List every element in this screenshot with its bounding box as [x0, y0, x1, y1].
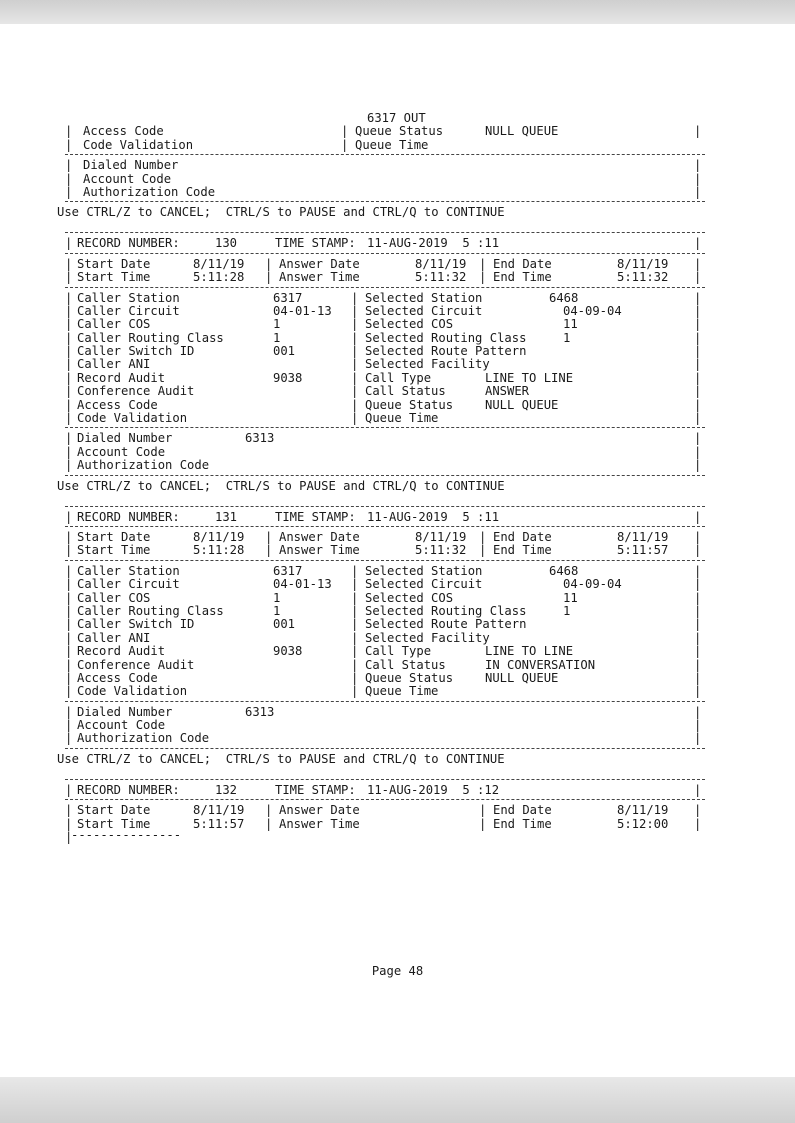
- scan-edge-bottom: [0, 1077, 795, 1123]
- authorization-code-label: Authorization Code: [77, 731, 210, 746]
- dialed-number-label: Dialed Number: [77, 431, 173, 446]
- answer-date: 8/11/19: [415, 529, 467, 544]
- selected-station: 6468: [549, 563, 579, 578]
- record-number-label: RECORD NUMBER:: [77, 782, 180, 797]
- record-number: 131: [215, 509, 238, 524]
- call-type-label: Call Type: [365, 644, 432, 659]
- divider: [65, 799, 705, 801]
- selected-cos: 11: [563, 317, 578, 332]
- queue-status-label: Queue Status: [355, 124, 444, 139]
- call-status: ANSWER: [485, 384, 530, 399]
- selected-circuit: 04-09-04: [563, 577, 622, 592]
- call-type: LINE TO LINE: [485, 644, 574, 659]
- dialed-number-label: Dialed Number: [77, 704, 173, 719]
- divider: [65, 154, 705, 156]
- time-stamp-label: TIME STAMP:: [275, 782, 356, 797]
- code-validation-label: Code Validation: [83, 137, 194, 152]
- answer-time-label: Answer Time: [279, 816, 360, 831]
- selected-circuit: 04-09-04: [563, 303, 622, 318]
- end-time: 5:12:00: [617, 816, 669, 831]
- answer-date: 8/11/19: [415, 256, 467, 271]
- queue-status: NULL QUEUE: [485, 670, 559, 685]
- dialed-number-label: Dialed Number: [83, 158, 179, 173]
- start-date-label: Start Date: [77, 803, 151, 818]
- start-time: 5:11:28: [193, 270, 245, 285]
- time-stamp: 11-AUG-2019 5 :12: [367, 782, 500, 797]
- record-audit-label: Record Audit: [77, 370, 166, 385]
- selected-routing-class-label: Selected Routing Class: [365, 603, 527, 618]
- time-stamp: 11-AUG-2019 5 :11: [367, 509, 500, 524]
- caller-routing-class-label: Caller Routing Class: [77, 330, 224, 345]
- selected-cos-label: Selected COS: [365, 317, 454, 332]
- record-header: | RECORD NUMBER: 132 TIME STAMP: 11-AUG-2019 5 :12 |: [65, 782, 702, 797]
- caller-routing-class: 1: [273, 603, 281, 618]
- queue-time-label: Queue Time: [365, 684, 439, 699]
- caller-cos: 1: [273, 590, 281, 605]
- start-date: 8/11/19: [193, 803, 245, 818]
- end-time-label: End Time: [493, 543, 552, 558]
- record-header: | RECORD NUMBER: 130 TIME STAMP: 11-AUG-2019 5 :11 |: [65, 236, 702, 251]
- end-date-label: End Date: [493, 803, 552, 818]
- end-time: 5:11:32: [617, 270, 669, 285]
- record-block: | RECORD NUMBER: 131 TIME STAMP: 11-AUG-2019 5 :11 | | Start Date 8/11/19 | Answer Date 8/11/19 | End Date 8/11/19 | | Start Time 5:11:28 | Answer Time 5:11:32 | End Time 5:11:57 | | Caller Station 6317 | Selected Station 6468 | | Caller Circuit 04-01-13 | Selected Circuit 04-09-04 | | Caller COS 1 | Selected COS 11 | | Caller Routing Class 1 | Selected Routing Class 1 | | Caller Switch ID 001 | Selected Route Pattern | | Caller ANI | Selected Facility | | Record Audit 9038 | Call Type LINE TO LINE | | Conference Audit | Call Status IN CONVERSATION | | Access Code | Queue Status NULL QUEUE | | Code Validation | Queue Time | | Dialed Number 6313 | | Account Code | | Authorization Code | Use CTRL/Z to CANCEL; CTRL/S to PAUSE and CTRL/Q to CONTINUE: [65, 506, 705, 767]
- record-block: | RECORD NUMBER: 130 TIME STAMP: 11-AUG-2019 5 :11 | | Start Date 8/11/19 | Answer Date 8/11/19 | End Date 8/11/19 | | Start Time 5:11:28 | Answer Time 5:11:32 | End Time 5:11:32 | | Caller Station 6317 | Selected Station 6468 | | Caller Circuit 04-01-13 | Selected Circuit 04-09-04 | | Caller COS 1 | Selected COS 11 | | Caller Routing Class 1 | Selected Routing Class 1 | | Caller Switch ID 001 | Selected Route Pattern | | Caller ANI | Selected Facility | | Record Audit 9038 | Call Type LINE TO LINE | | Conference Audit | Call Status ANSWER | | Access Code | Queue Status NULL QUEUE | | Code Validation | Queue Time | | Dialed Number 6313 | | Account Code | | Authorization Code | Use CTRL/Z to CANCEL; CTRL/S to PAUSE and CTRL/Q to CONTINUE: [65, 232, 705, 493]
- start-date-label: Start Date: [77, 529, 151, 544]
- selected-facility-label: Selected Facility: [365, 630, 490, 645]
- start-date: 8/11/19: [193, 529, 245, 544]
- start-date-label: Start Date: [77, 256, 151, 271]
- record-audit-label: Record Audit: [77, 644, 166, 659]
- code-validation-label: Code Validation: [77, 684, 188, 699]
- divider: [65, 506, 705, 508]
- divider: [65, 701, 705, 703]
- record-header: | RECORD NUMBER: 131 TIME STAMP: 11-AUG-2019 5 :11 |: [65, 509, 702, 524]
- caller-switch-id-label: Caller Switch ID: [77, 344, 195, 359]
- divider: [65, 201, 705, 203]
- start-time-label: Start Time: [77, 543, 151, 558]
- start-date: 8/11/19: [193, 256, 245, 271]
- scan-edge-top: [0, 0, 795, 24]
- call-type: LINE TO LINE: [485, 370, 574, 385]
- caller-cos-label: Caller COS: [77, 590, 151, 605]
- caller-switch-id-label: Caller Switch ID: [77, 617, 195, 632]
- selected-route-pattern-label: Selected Route Pattern: [365, 344, 527, 359]
- code-validation-label: Code Validation: [77, 411, 188, 426]
- divider: [65, 748, 705, 750]
- end-date: 8/11/19: [617, 256, 669, 271]
- selected-circuit-label: Selected Circuit: [365, 303, 483, 318]
- partial-record: 6317 OUT | Access Code | Queue Status NULL QUEUE | | Code Validation | Queue Time | Dialed Number | | Account Code | | Authorization Code | Use CTRL/Z to CANCEL; CTRL/S to PAUSE and CTRL/Q to CONTINUE: [65, 112, 705, 220]
- answer-date-label: Answer Date: [279, 803, 360, 818]
- caller-station-label: Caller Station: [77, 563, 180, 578]
- answer-time: 5:11:32: [415, 270, 467, 285]
- record-audit: 9038: [273, 370, 303, 385]
- time-stamp-label: TIME STAMP:: [275, 236, 356, 251]
- caller-cos: 1: [273, 317, 281, 332]
- selected-circuit-label: Selected Circuit: [365, 577, 483, 592]
- record-number: 130: [215, 236, 238, 251]
- queue-header-row: [65, 112, 705, 125]
- call-status: IN CONVERSATION: [485, 657, 596, 672]
- start-time-label: Start Time: [77, 270, 151, 285]
- record-number-label: RECORD NUMBER:: [77, 509, 180, 524]
- authorization-code-label: Authorization Code: [77, 458, 210, 473]
- continue-message: Use CTRL/Z to CANCEL; CTRL/S to PAUSE and CTRL/Q to CONTINUE: [57, 478, 505, 493]
- conference-audit-label: Conference Audit: [77, 657, 195, 672]
- record-number: 132: [215, 782, 238, 797]
- start-time: 5:11:28: [193, 543, 245, 558]
- divider: [65, 475, 705, 477]
- selected-routing-class: 1: [563, 330, 571, 345]
- account-code-label: Account Code: [77, 444, 166, 459]
- end-date: 8/11/19: [617, 529, 669, 544]
- account-code-label: Account Code: [77, 718, 166, 733]
- call-status-label: Call Status: [365, 657, 446, 672]
- caller-routing-class-label: Caller Routing Class: [77, 603, 224, 618]
- caller-circuit-label: Caller Circuit: [77, 577, 180, 592]
- record-block: | RECORD NUMBER: 132 TIME STAMP: 11-AUG-2019 5 :12 | | Start Date 8/11/19 | Answer Date | End Date 8/11/19 | | Start Time 5:11:57 | Answer Time | End Time 5:12:00 | | ---------------: [65, 779, 705, 845]
- account-code-label: Account Code: [83, 171, 172, 186]
- divider: [65, 526, 705, 528]
- answer-time: 5:11:32: [415, 543, 467, 558]
- caller-circuit-label: Caller Circuit: [77, 303, 180, 318]
- selected-cos-label: Selected COS: [365, 590, 454, 605]
- caller-switch-id: 001: [273, 344, 296, 359]
- queue-status: NULL QUEUE: [485, 397, 559, 412]
- divider: [65, 232, 705, 234]
- queue-header: 6317 OUT: [367, 111, 426, 125]
- divider: [65, 253, 705, 255]
- access-code-label: Access Code: [77, 670, 158, 685]
- access-code-label: Access Code: [77, 397, 158, 412]
- queue-status-label: Queue Status: [365, 397, 454, 412]
- divider: [65, 287, 705, 289]
- call-status-label: Call Status: [365, 384, 446, 399]
- page-number: Page 48: [371, 964, 424, 978]
- queue-status-value: NULL QUEUE: [485, 124, 559, 139]
- caller-cos-label: Caller COS: [77, 317, 151, 332]
- call-type-label: Call Type: [365, 370, 432, 385]
- time-stamp-label: TIME STAMP:: [275, 509, 356, 524]
- answer-date-label: Answer Date: [279, 256, 360, 271]
- time-stamp: 11-AUG-2019 5 :11: [367, 236, 500, 251]
- queue-status-label: Queue Status: [365, 670, 454, 685]
- end-time-label: End Time: [493, 816, 552, 831]
- selected-station-label: Selected Station: [365, 563, 483, 578]
- caller-ani-label: Caller ANI: [77, 630, 151, 645]
- queue-time-label: Queue Time: [365, 411, 439, 426]
- answer-time-label: Answer Time: [279, 543, 360, 558]
- end-date-label: End Date: [493, 256, 552, 271]
- queue-time-label: Queue Time: [355, 137, 429, 152]
- end-date: 8/11/19: [617, 803, 669, 818]
- selected-facility-label: Selected Facility: [365, 357, 490, 372]
- caller-circuit: 04-01-13: [273, 577, 332, 592]
- conference-audit-label: Conference Audit: [77, 384, 195, 399]
- end-date-label: End Date: [493, 529, 552, 544]
- caller-circuit: 04-01-13: [273, 303, 332, 318]
- answer-time-label: Answer Time: [279, 270, 360, 285]
- caller-switch-id: 001: [273, 617, 296, 632]
- caller-routing-class: 1: [273, 330, 281, 345]
- end-time-label: End Time: [493, 270, 552, 285]
- dialed-number: 6313: [245, 704, 275, 719]
- record-number-label: RECORD NUMBER:: [77, 236, 180, 251]
- access-code-label: Access Code: [83, 124, 164, 139]
- selected-routing-class: 1: [563, 603, 571, 618]
- caller-station-label: Caller Station: [77, 290, 180, 305]
- divider: [65, 427, 705, 429]
- divider: [65, 560, 705, 562]
- end-time: 5:11:57: [617, 543, 669, 558]
- continue-message: Use CTRL/Z to CANCEL; CTRL/S to PAUSE and CTRL/Q to CONTINUE: [57, 751, 505, 766]
- selected-route-pattern-label: Selected Route Pattern: [365, 617, 527, 632]
- authorization-code-label: Authorization Code: [83, 184, 216, 199]
- selected-station: 6468: [549, 290, 579, 305]
- continue-message: Use CTRL/Z to CANCEL; CTRL/S to PAUSE and CTRL/Q to CONTINUE: [57, 205, 505, 220]
- answer-date-label: Answer Date: [279, 529, 360, 544]
- report-page: [57, 111, 705, 845]
- caller-station: 6317: [273, 563, 303, 578]
- divider: [65, 779, 705, 781]
- dialed-number: 6313: [245, 431, 275, 446]
- start-time: 5:11:57: [193, 816, 245, 831]
- selected-routing-class-label: Selected Routing Class: [365, 330, 527, 345]
- caller-station: 6317: [273, 290, 303, 305]
- caller-ani-label: Caller ANI: [77, 357, 151, 372]
- record-audit: 9038: [273, 644, 303, 659]
- partial-divider: ---------------: [71, 828, 182, 843]
- selected-station-label: Selected Station: [365, 290, 483, 305]
- selected-cos: 11: [563, 590, 578, 605]
- start-time-label: Start Time: [77, 816, 151, 831]
